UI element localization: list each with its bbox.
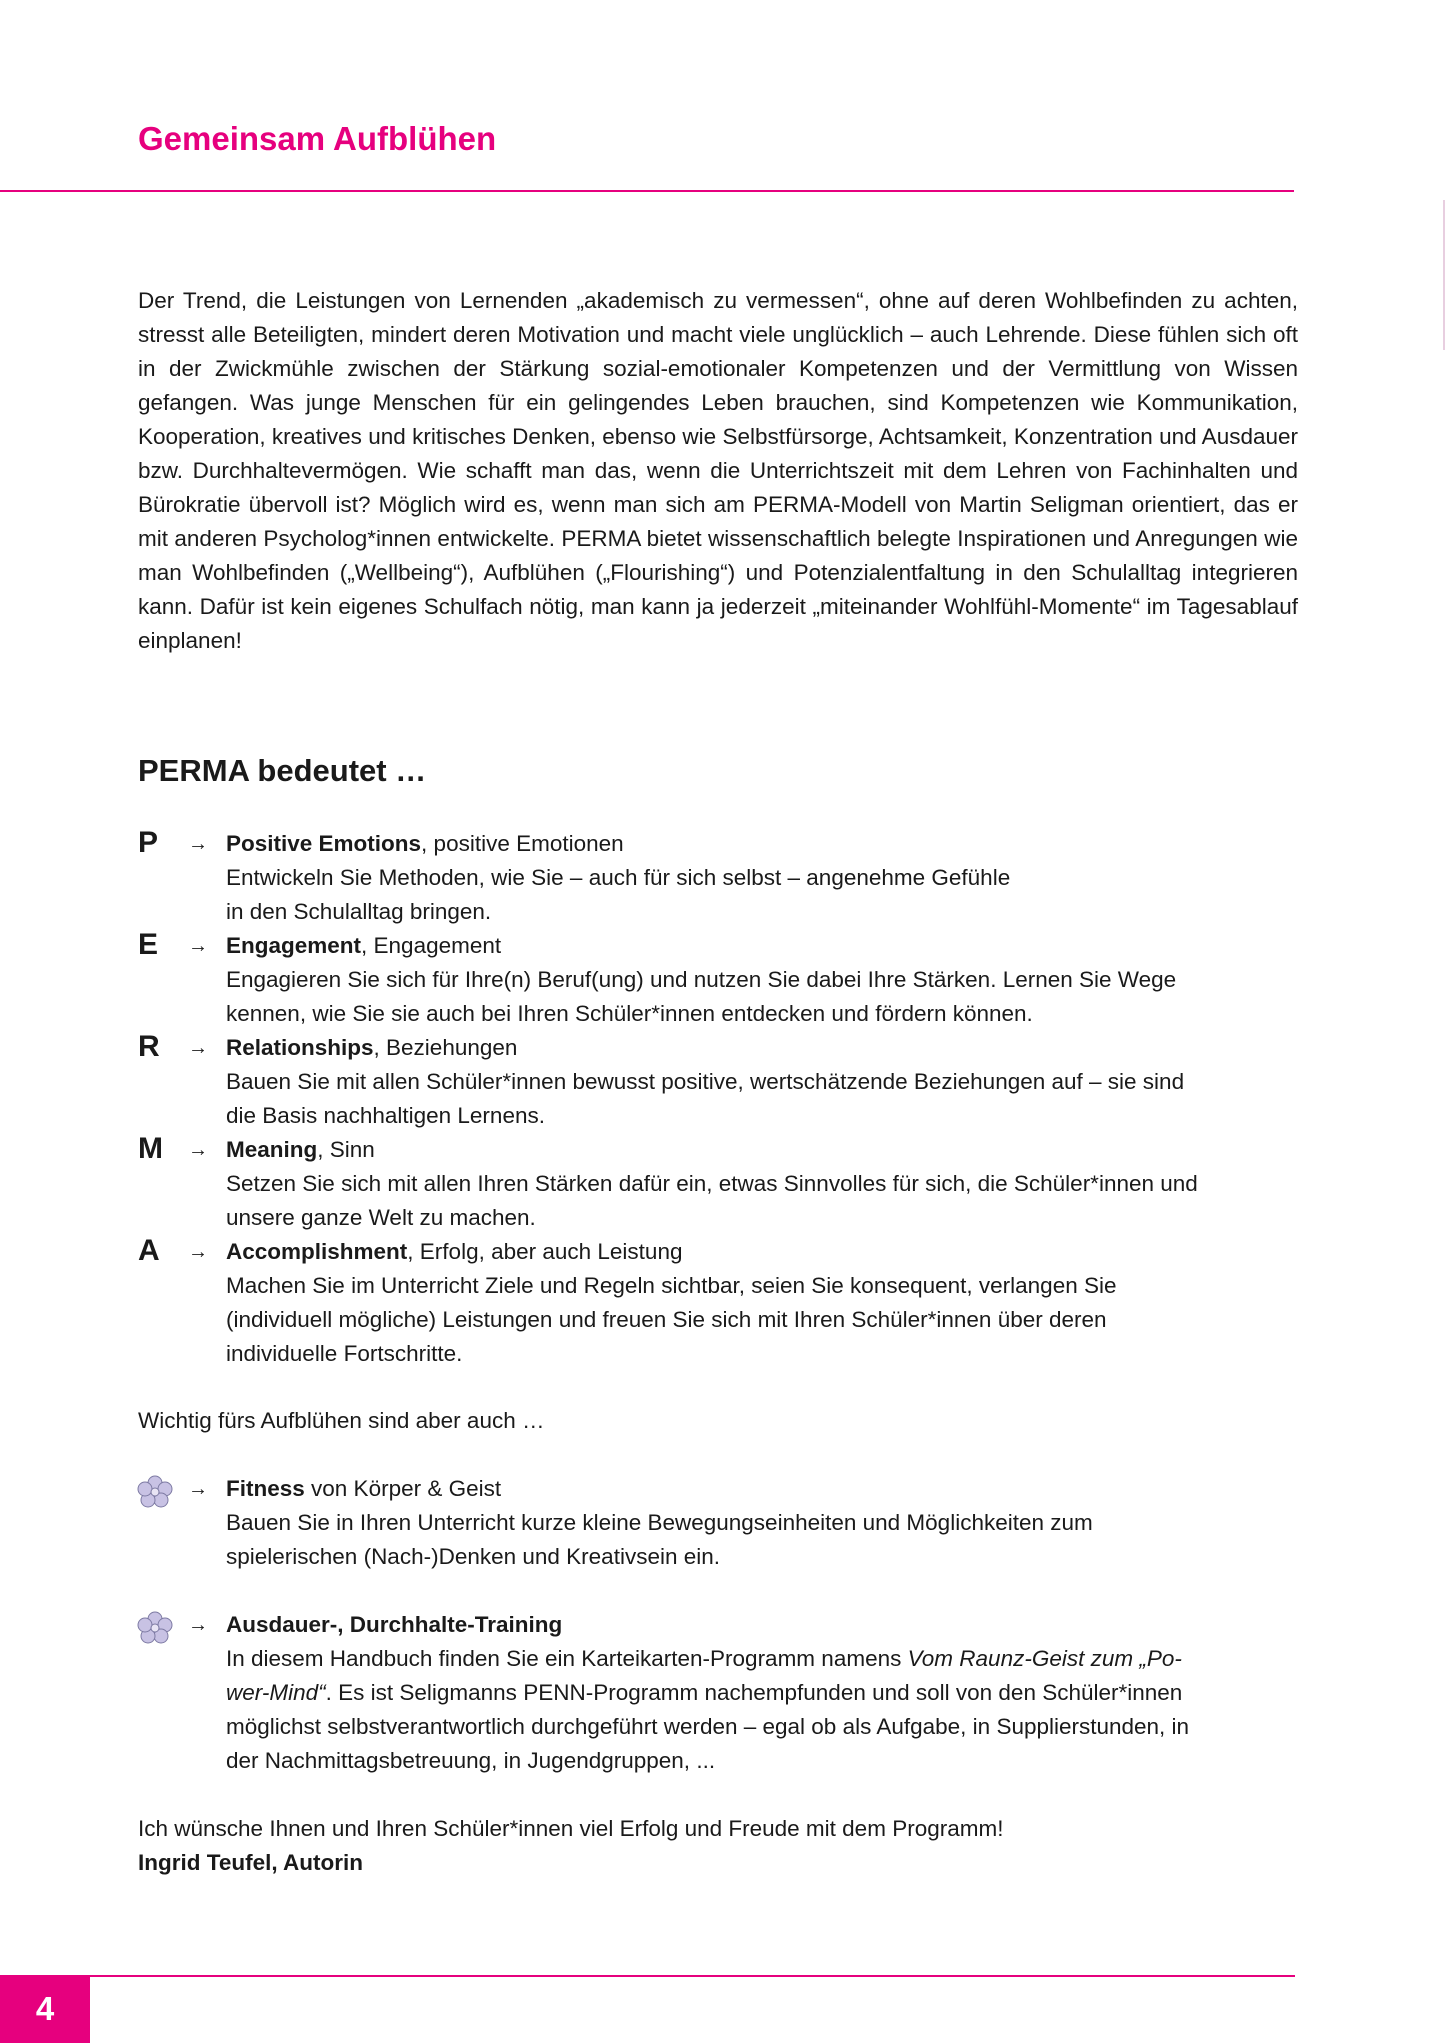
footer-rule (90, 1975, 1295, 1977)
extra-item-fitness (138, 1472, 1298, 1574)
arrow-icon: → (188, 1241, 208, 1263)
header-rule (0, 190, 1294, 192)
perma-term: Positive Emotions (226, 831, 422, 856)
perma-translation: , Beziehungen (373, 1035, 518, 1060)
perma-translation: , positive Emotionen (421, 831, 624, 856)
program-title: Vom Raunz-Geist zum „Po- (907, 1646, 1182, 1671)
perma-desc-line: in den Schulalltag bringen. (226, 899, 492, 924)
perma-item-m (138, 1133, 1298, 1235)
closing-block (138, 1812, 1298, 1880)
perma-desc-line: Bauen Sie mit allen Schüler*innen bewusst positive, wertschätzende Beziehungen auf – sie sind (226, 1069, 1185, 1094)
program-title-cont: wer-Mind“ (226, 1680, 326, 1705)
perma-term: Meaning (226, 1137, 318, 1162)
perma-heading: PERMA bedeutet … (138, 753, 427, 788)
perma-desc-line: Engagieren Sie sich für Ihre(n) Beruf(ung) und nutzen Sie dabei Ihre Stärken. Lernen Sie Wege (226, 967, 1177, 992)
extra-term-rest: von Körper & Geist (304, 1476, 502, 1501)
perma-letter: E (138, 928, 159, 961)
flower-icon (135, 1474, 175, 1508)
arrow-icon: → (188, 935, 208, 957)
flower-icon (135, 1610, 175, 1644)
extra-desc-line: möglichst selbstverantwortlich durchgeführt werden – egal ob als Aufgabe, in Supplierstunden, in (226, 1714, 1190, 1739)
perma-translation: , Erfolg, aber auch Leistung (407, 1239, 683, 1264)
perma-desc-line: (individuell mögliche) Leistungen und freuen Sie sich mit Ihren Schüler*innen über deren (226, 1307, 1107, 1332)
extra-desc-text: In diesem Handbuch finden Sie ein Karteikarten-Programm namens (226, 1646, 908, 1671)
extra-item-ausdauer (138, 1608, 1298, 1778)
perma-desc-line: unsere ganze Welt zu machen. (226, 1205, 536, 1230)
extra-desc-text: . Es ist Seligmanns PENN-Programm nachempfunden und soll von den Schüler*innen (325, 1680, 1183, 1705)
perma-translation: , Sinn (317, 1137, 375, 1162)
perma-letter: A (138, 1234, 160, 1267)
perma-item-e (138, 929, 1298, 1031)
perma-list (138, 827, 1298, 1371)
page-title: Gemeinsam Aufblühen (138, 120, 497, 157)
perma-letter: M (138, 1132, 163, 1165)
perma-term: Relationships (226, 1035, 374, 1060)
page-number: 4 (0, 1975, 90, 2043)
perma-term: Accomplishment (226, 1239, 408, 1264)
perma-letter: P (138, 826, 159, 859)
extras-list (138, 1472, 1298, 1778)
extra-desc-line: der Nachmittagsbetreuung, in Jugendgruppen, ... (226, 1748, 716, 1773)
extra-desc-line: spielerischen (Nach-)Denken und Kreativsein ein. (226, 1544, 721, 1569)
author-signature: Ingrid Teufel, Autorin (138, 1850, 363, 1875)
perma-desc-line: Setzen Sie sich mit allen Ihren Stärken dafür ein, etwas Sinnvolles für sich, die Schüler*innen und (226, 1171, 1198, 1196)
extra-term: Ausdauer-, Durchhalte-Training (226, 1612, 563, 1637)
perma-letter: R (138, 1030, 160, 1063)
perma-desc-line: kennen, wie Sie sie auch bei Ihren Schüler*innen entdecken und fördern können. (226, 1001, 1033, 1026)
perma-desc-line: Machen Sie im Unterricht Ziele und Regeln sichtbar, seien Sie konsequent, verlangen Sie (226, 1273, 1117, 1298)
wichtig-text: Wichtig fürs Aufblühen sind aber auch … (138, 1408, 545, 1433)
intro-paragraph: Der Trend, die Leistungen von Lernenden „akademisch zu vermessen“, ohne auf deren Wohlbefinden zu achten, stresst alle Beteiligten, mindert deren Motivation und macht viele unglücklich – auch Lehrende. Diese fühlen sich oft in der Zwickmühle zwischen der Stärkung sozial-emotionaler Kompetenzen und der Vermittlung von Wissen gefangen. Was junge Menschen für ein gelingendes Leben brauchen, sind Kompetenzen wie Kommunikation, Kooperation, kreatives und kritisches Denken, ebenso wie Selbstfürsorge, Achtsamkeit, Konzentration und Ausdauer bzw. Durchhaltevermögen. Wie schafft man das, wenn die Unterrichtszeit mit dem Lehren von Fachinhalten und Bürokratie übervoll ist? Möglich wird es, wenn man sich am PERMA-Modell von Martin Seligman orientiert, das er mit anderen Psycholog*innen entwickelte. PERMA bietet wissenschaftlich belegte Inspirationen und Anregungen wie man Wohlbefinden („Wellbeing“), Aufblühen („Flourishing“) und Potenzialentfaltung in den Schulalltag integrieren kann. Dafür ist kein eigenes Schulfach nötig, man kann ja jederzeit „miteinander Wohlfühl-Momente“ im Tagesablauf einplanen! (138, 288, 1298, 653)
perma-desc-line: individuelle Fortschritte. (226, 1341, 463, 1366)
perma-desc-line: Entwickeln Sie Methoden, wie Sie – auch für sich selbst – angenehme Gefühle (226, 865, 1011, 890)
arrow-icon: → (188, 1478, 208, 1500)
arrow-icon: → (188, 1037, 208, 1059)
arrow-icon: → (188, 1139, 208, 1161)
perma-item-r (138, 1031, 1298, 1133)
arrow-icon: → (188, 833, 208, 855)
extra-term: Fitness (226, 1476, 305, 1501)
perma-term: Engagement (226, 933, 362, 958)
extra-desc-line: Bauen Sie in Ihren Unterricht kurze kleine Bewegungseinheiten und Möglichkeiten zum (226, 1510, 1093, 1535)
closing-text: Ich wünsche Ihnen und Ihren Schüler*innen viel Erfolg und Freude mit dem Programm! (138, 1816, 1004, 1841)
arrow-icon: → (188, 1614, 208, 1636)
perma-item-p (138, 827, 1298, 929)
perma-desc-line: die Basis nachhaltigen Lernens. (226, 1103, 545, 1128)
perma-item-a (138, 1235, 1298, 1371)
perma-translation: , Engagement (361, 933, 502, 958)
